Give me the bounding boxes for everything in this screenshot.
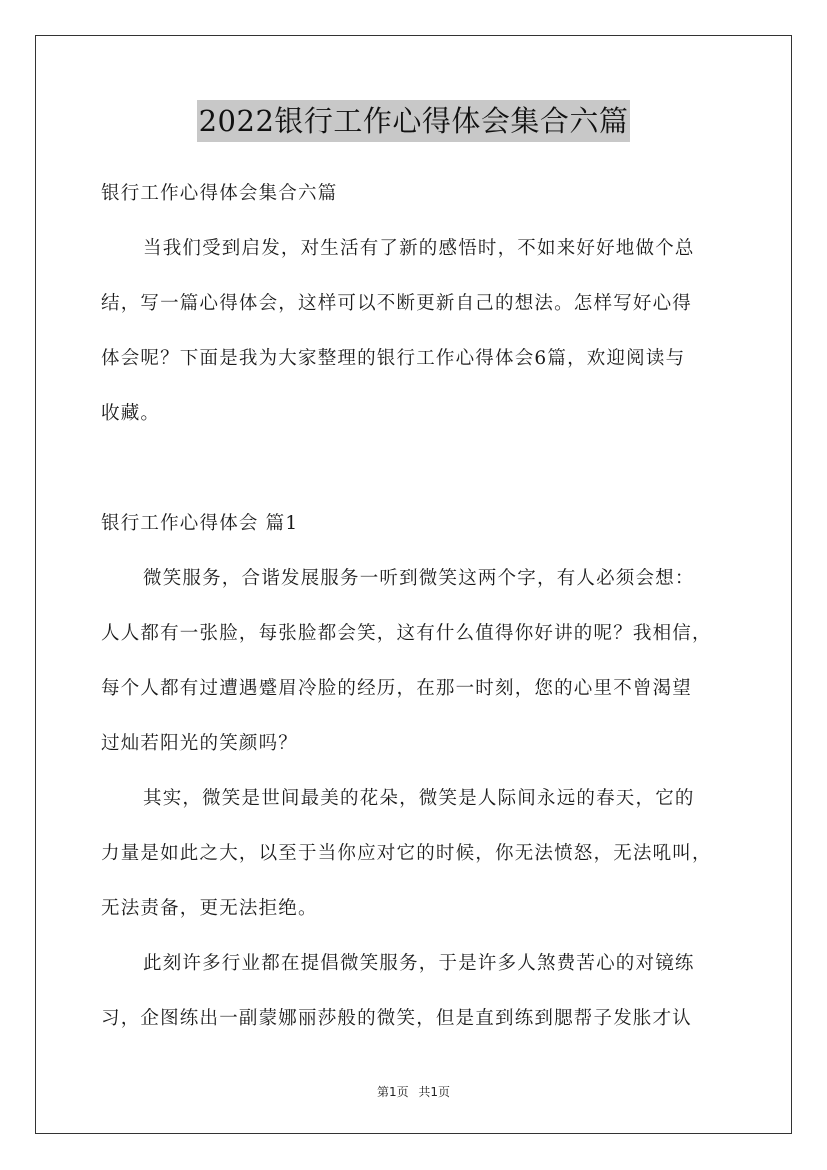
paragraph-line: 力量是如此之大，以至于当你应对它的时候，你无法愤怒，无法吼叫， — [101, 843, 712, 864]
document-body — [101, 172, 741, 1052]
section-heading: 银行工作心得体会 篇1 — [101, 513, 299, 534]
paragraph-line: 收藏。 — [101, 403, 161, 424]
paragraph-line: 无法责备，更无法拒绝。 — [101, 898, 318, 919]
paragraph-line: 当我们受到启发，对生活有了新的感悟时，不如来好好地做个总 — [143, 238, 695, 259]
paragraph-line: 结，写一篇心得体会，这样可以不断更新自己的想法。怎样写好心得 — [101, 293, 693, 314]
page-number: 第1页 — [376, 1085, 409, 1099]
paragraph-line: 体会呢？下面是我为大家整理的银行工作心得体会6篇，欢迎阅读与 — [101, 348, 686, 369]
paragraph-line: 其实，微笑是世间最美的花朵，微笑是人际间永远的春天，它的 — [143, 788, 695, 809]
paragraph-line: 每个人都有过遭遇蹙眉冷脸的经历，在那一时刻，您的心里不曾渴望 — [101, 678, 693, 699]
paragraph-line: 人人都有一张脸，每张脸都会笑，这有什么值得你好讲的呢？我相信， — [101, 623, 712, 644]
document-title: 2022银行工作心得体会集合六篇 — [197, 100, 631, 142]
page-total: 共1页 — [418, 1085, 451, 1099]
paragraph-line: 过灿若阳光的笑颜吗？ — [101, 733, 299, 754]
subtitle-line: 银行工作心得体会集合六篇 — [101, 183, 338, 204]
blank-line — [101, 447, 741, 502]
paragraph-line: 此刻许多行业都在提倡微笑服务，于是许多人煞费苦心的对镜练 — [143, 953, 695, 974]
page-footer — [0, 1083, 827, 1100]
title-wrap — [0, 100, 827, 142]
paragraph-line: 微笑服务，合谐发展服务一听到微笑这两个字，有人必须会想： — [143, 568, 695, 589]
paragraph-line: 习，企图练出一副蒙娜丽莎般的微笑，但是直到练到腮帮子发胀才认 — [101, 1008, 693, 1029]
